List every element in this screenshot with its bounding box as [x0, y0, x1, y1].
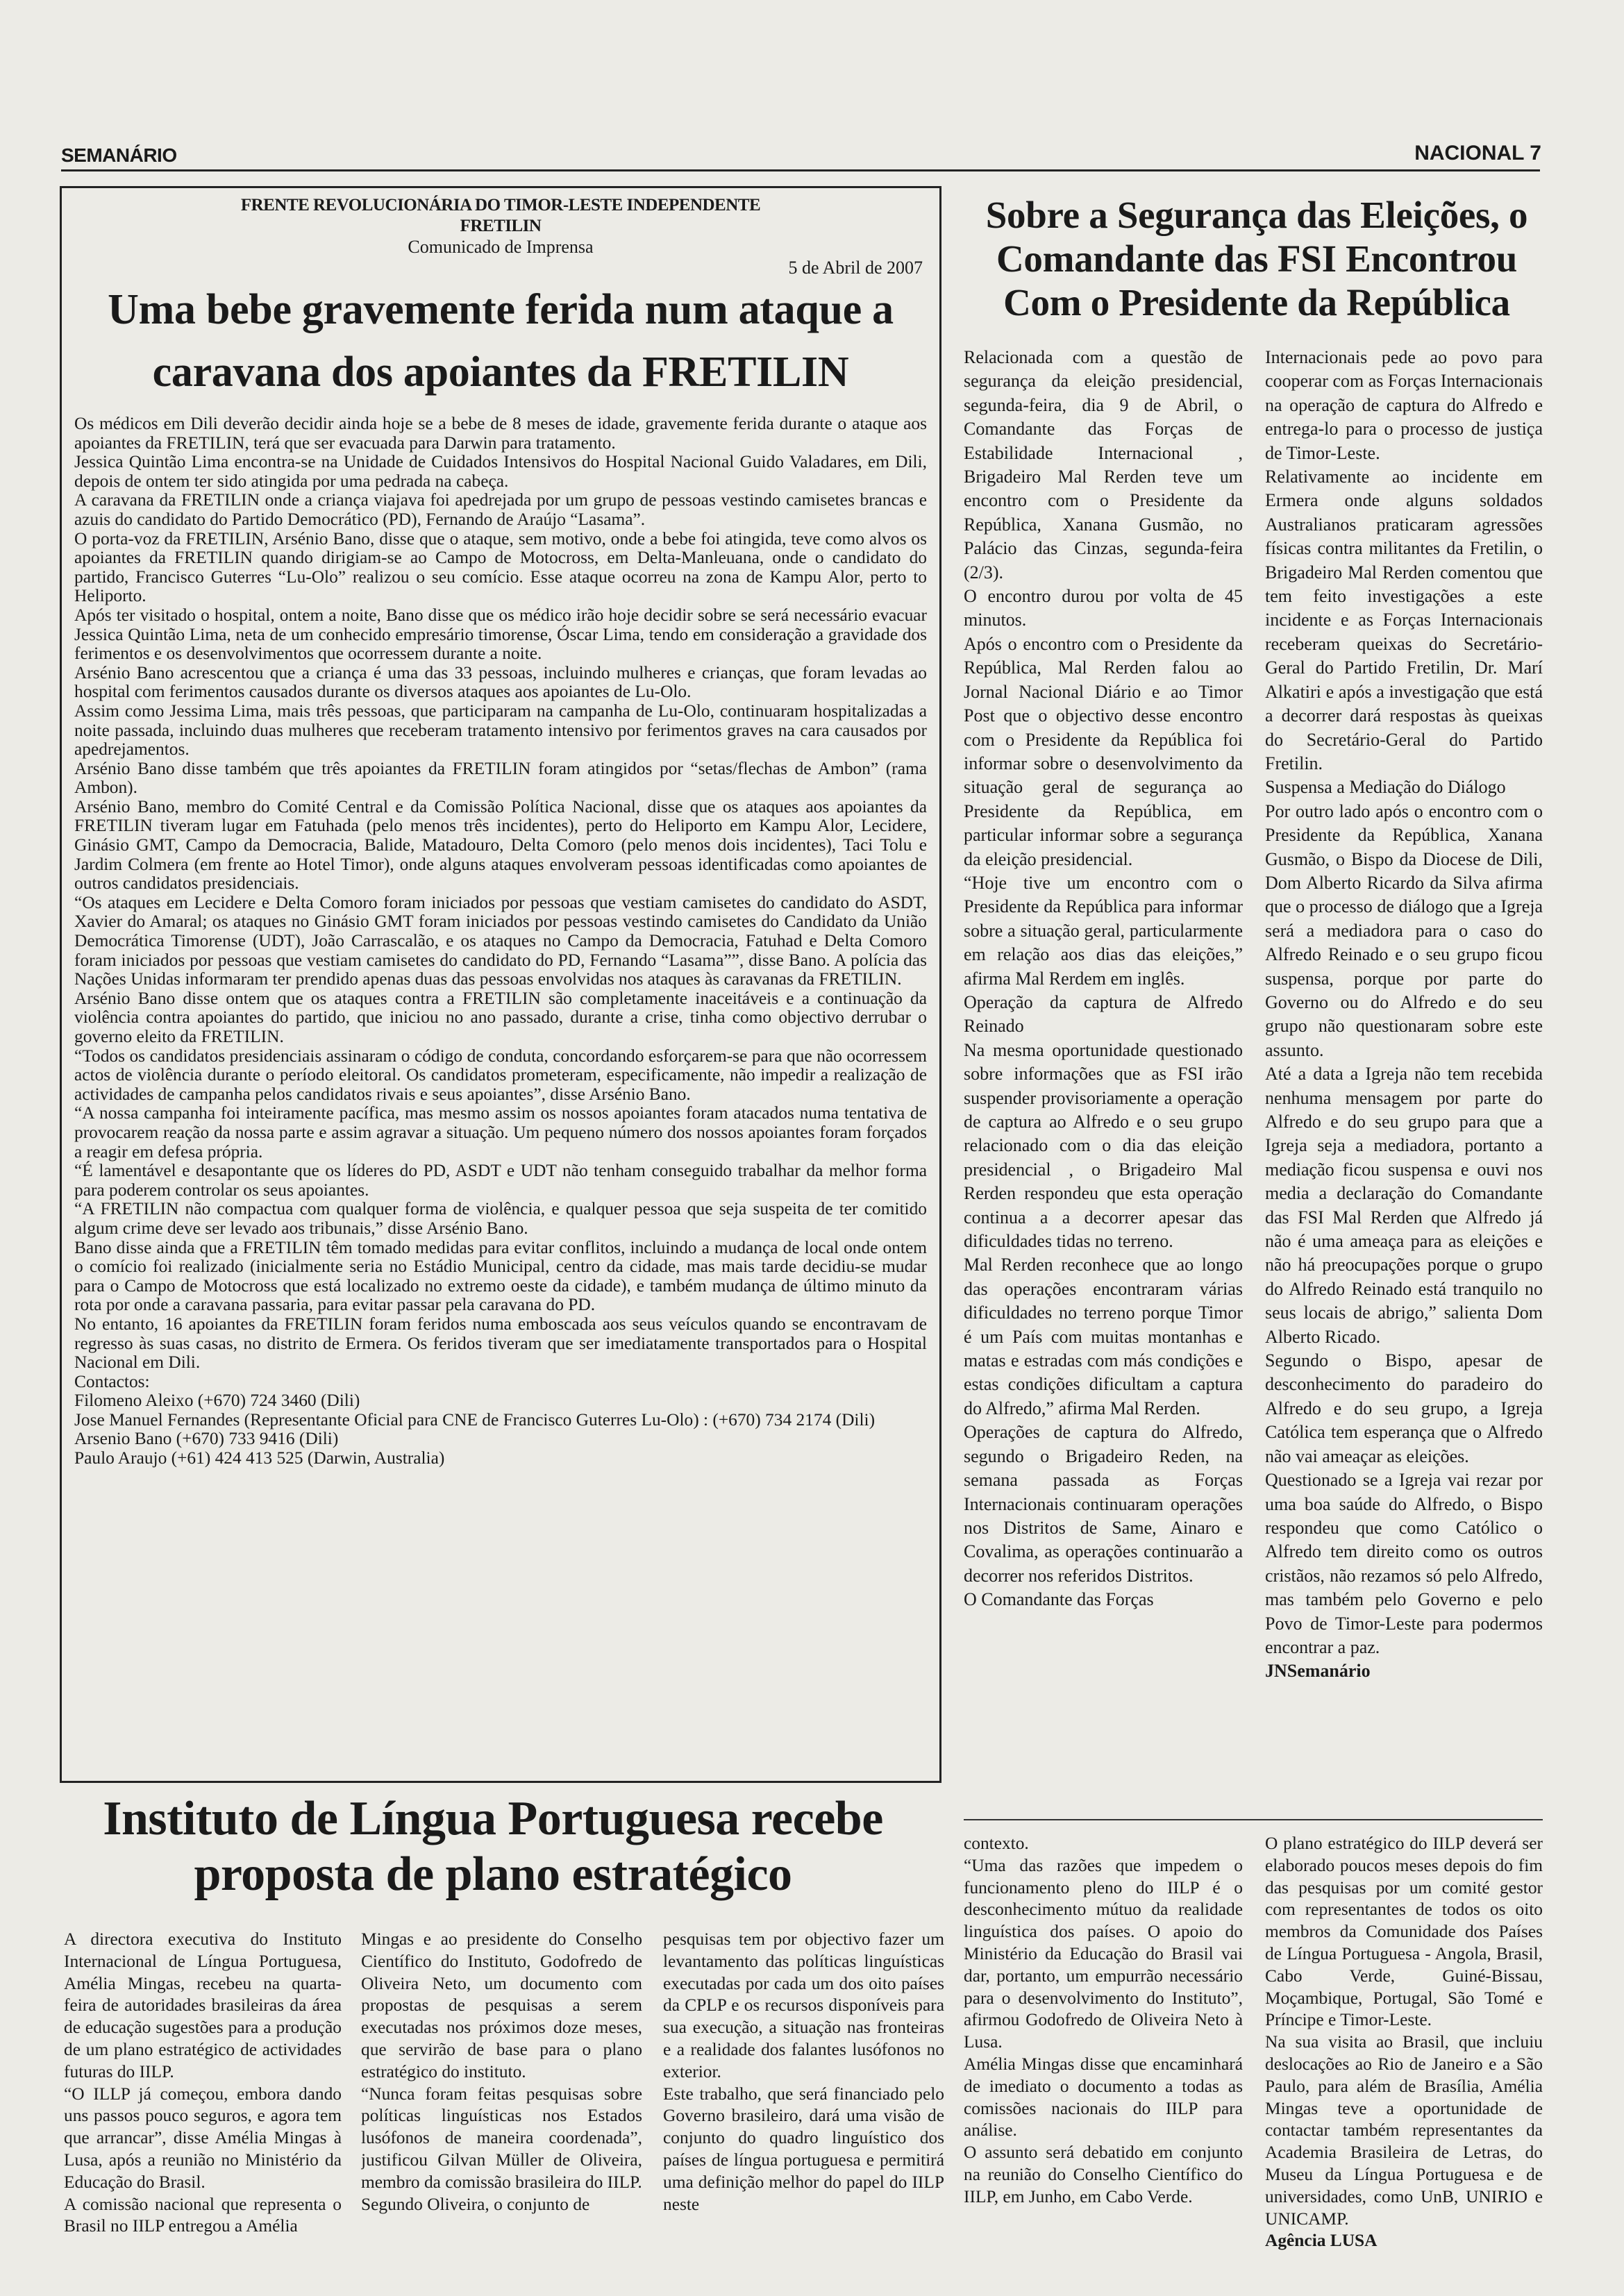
paragraph: O Comandante das Forças: [964, 1589, 1154, 1610]
paragraph: “Nunca foram feitas pesquisas sobre políticas linguísticas nos Estados lusófonos de maneira coordenada”, justificou Gilvan Müller de Oliveira, membro da comissão brasileira do IILP.: [361, 2084, 642, 2192]
paragraph: Este trabalho, que será financiado pelo Governo brasileiro, dará uma visão de conjunto do quadro linguístico dos países de língua portuguesa e permitirá uma definição melhor do papel do IILP neste: [663, 2084, 944, 2214]
paragraph: Após o encontro com o Presidente da República, Mal Rerden falou ao Jornal Nacional Diário e ao Timor Post que o objectivo desse encontro com o Presidente da República foi informar sobre o desenvolvimento da situação geral de segurança ao Presidente da República, em particular informar sobre a segurança da eleição presidencial.: [964, 633, 1243, 869]
paragraph: Por outro lado após o encontro com o Presidente da República, Xanana Gusmão, o Bispo da Diocese de Dili, Dom Alberto Ricardo da Silva afirma que o processo de diálogo que a Igreja será a mediadora para o caso do Alfredo Reinado e o seu grupo ficou suspensa, porque por parte do Governo ou do Alfredo e do seu grupo não questionaram sobre este assunto.: [1265, 801, 1543, 1060]
seguranca-col-2: [1265, 346, 1543, 1791]
fretilin-kind: Comunicado de Imprensa: [408, 237, 594, 257]
paragraph: “A nossa campanha foi inteiramente pacífica, mas mesmo assim os nossos apoiantes foram atacados numa tentativa de provocarem reação da nossa parte e assim agravar a situação. Um pequeno número dos nossos apoiantes foram forçados a reagir em defesa própria.: [74, 1103, 927, 1162]
paragraph: Segundo Oliveira, o conjunto de: [361, 2194, 590, 2214]
seguranca-title: Sobre a Segurança das Eleições, o Comandante das FSI Encontrou Com o Presidente da República: [985, 194, 1528, 324]
section-divider: [964, 1819, 1543, 1820]
paragraph: “Todos os candidatos presidenciais assinaram o código de conduta, concordando esforçarem-se para que não ocorressem actos de violência durante o período eleitoral. Os candidatos prometeram, especificamente, não impedir a realização de actividades de campanha pelos candidatos rivais e seus apoiantes”, disse Arsénio Bano.: [74, 1046, 927, 1104]
paragraph: Segundo o Bispo, apesar de desconhecimento do paradeiro do Alfredo e do seu grupo, a Igreja Católica tem esperança que o Alfredo não vai ameaçar as eleições.: [1265, 1350, 1543, 1466]
paragraph: “Hoje tive um encontro com o Presidente da República para informar sobre a situação geral, particularmente em relação aos dias das eleições,” afirma Mal Rerdem em inglês.: [964, 872, 1243, 989]
ilp-col-1: [64, 1929, 342, 2276]
paragraph: O assunto será debatido em conjunto na reunião do Conselho Científico do IILP, em Junho, em Cabo Verde.: [964, 2143, 1243, 2206]
paragraph: Questionado se a Igreja vai rezar por uma boa saúde do Alfredo, o Bispo respondeu que como Católico o Alfredo tem direito como os outros cristãos, não rezamos só pelo Alfredo, mas também pelo Governo e pelo Povo de Timor-Leste para podermos encontrar a paz.: [1265, 1470, 1543, 1657]
paragraph: Na sua visita ao Brasil, que incluiu deslocações ao Rio de Janeiro e a São Paulo, para além de Brasília, Amélia Mingas teve a oportunidade de contactar também representantes da Academia Brasileira de Letras, do Museu da Língua Portuguesa e de universidades, como UnB, UNIRIO e UNICAMP.: [1265, 2032, 1543, 2229]
paragraph: Internacionais pede ao povo para cooperar com as Forças Internacionais na operação de captura do Alfredo e entrega-lo para o processo de justiça de Timor-Leste.: [1265, 347, 1543, 463]
paragraph: Contactos:: [74, 1371, 150, 1391]
paragraph: No entanto, 16 apoiantes da FRETILIN foram feridos numa emboscada aos seus veículos quando se encontravam de regresso às suas casas, no distrito de Ermera. Os feridos tiveram que ser imediatamente transportados para o Hospital Nacional em Dili.: [74, 1314, 927, 1373]
paragraph: Mingas e ao presidente do Conselho Científico do Instituto, Godofredo de Oliveira Neto, um documento com propostas de pesquisas a serem executadas nos próximos doze meses, que servirão de base para o plano estratégico do instituto.: [361, 1929, 642, 2081]
paragraph: A caravana da FRETILIN onde a criança viajava foi apedrejada por um grupo de pessoas vestindo camisetes brancas e azuis do candidato do Partido Democrático (PD), Fernando de Araújo “Lasama”.: [74, 490, 927, 529]
fretilin-body: [74, 414, 927, 1468]
paragraph: Os médicos em Dili deverão decidir ainda hoje se a bebe de 8 meses de idade, gravemente ferida durante o ataque aos apoiantes da FRETILIN, terá que ser evacuada para Darwin para tratamento.: [74, 414, 927, 453]
seguranca-col-1: [964, 346, 1243, 1791]
fretilin-org: FRENTE REVOLUCIONÁRIA DO TIMOR-LESTE INDEPENDENTE: [240, 196, 761, 215]
fretilin-headline: Uma bebe gravemente ferida num ataque a caravana dos apoiantes da FRETILIN: [108, 286, 894, 396]
paragraph: O encontro durou por volta de 45 minutos.: [964, 586, 1243, 630]
paragraph: “Uma das razões que impedem o funcionamento pleno do IILP é o desconhecimento mútuo da realidade linguística dos países. O apoio do Ministério da Educação do Brasil vai dar, portanto, um empurrão necessário para o desenvolvimento do Instituto”, afirmou Godofredo de Oliveira Neto à Lusa.: [964, 1855, 1243, 2052]
fretilin-press-release: [60, 186, 941, 1783]
paragraph: Após ter visitado o hospital, ontem a noite, Bano disse que os médico irão hoje decidir sobre se será necessário evacuar Jessica Quintão Lima, neta de um conhecido empresário timorense, Óscar Lima, tendo em consideração a gravidade dos ferimentos e os desenvolvimentos que ocorressem durante a noite.: [74, 605, 927, 664]
paragraph: Operação da captura de Alfredo Reinado: [964, 991, 1243, 1037]
paragraph: Arsénio Bano disse ontem que os ataques contra a FRETILIN são completamente inaceitáveis e a continuação da violência contra apoiantes do partido, que iniciou no ano passado, durante a crise, tinha como objectivo derrubar o governo eleito da FRETILIN.: [74, 988, 927, 1046]
paragraph: O plano estratégico do IILP deverá ser elaborado poucos meses depois do fim das pesquisas por um comité gestor com representantes de todos os oito membros da Comunidade dos Países de Língua Portuguesa - Angola, Brasil, Cabo Verde, Guiné-Bissau, Moçambique, Portugal, São Tomé e Príncipe e Timor-Leste.: [1265, 1834, 1543, 2030]
paragraph: Filomeno Aleixo (+670) 724 3460 (Dili): [74, 1391, 360, 1411]
paragraph: Operações de captura do Alfredo, segundo o Brigadeiro Reden, na semana passada as Forças Internacionais continuaram operações nos Distritos de Same, Ainaro e Covalima, as operações continuarão a decorrer nos referidos Distritos.: [964, 1422, 1243, 1586]
paragraph: “O ILLP já começou, embora dando uns passos pouco seguros, e agora tem que arrancar”, disse Amélia Mingas à Lusa, após a reunião no Ministério da Educação do Brasil.: [64, 2084, 342, 2192]
masthead-paper: SEMANÁRIO: [61, 144, 177, 166]
paragraph: A comissão nacional que representa o Brasil no IILP entregou a Amélia: [64, 2194, 342, 2236]
paragraph: pesquisas tem por objectivo fazer um levantamento das políticas linguísticas executadas por cada um dos oito países da CPLP e os recursos disponíveis para sua execução, a situação nas fronteiras e a realidade dos falantes lusófonos no exterior.: [663, 1929, 944, 2081]
paragraph: Agência LUSA: [1265, 2231, 1378, 2251]
paragraph: Amélia Mingas disse que encaminhará de imediato o documento a todas as comissões nacionais do IILP para análise.: [964, 2054, 1243, 2140]
paragraph: “A FRETILIN não compactua com qualquer forma de violência, e qualquer pessoa que seja suspeita de ter comitido algum crime deve ser levado aos tribunais,” disse Arsénio Bano.: [74, 1199, 927, 1238]
paragraph: Assim como Jessima Lima, mais três pessoas, que participaram na campanha de Lu-Olo, continuaram hospitalizadas a noite passada, incluindo duas mulheres que receberam tratamento intensivo por ferimentos graves na cara causados por apedrejamentos.: [74, 701, 927, 760]
paragraph: A directora executiva do Instituto Internacional de Língua Portuguesa, Amélia Mingas, recebeu na quarta-feira de autoridades brasileiras da área de educação sugestões para a produção de um plano estratégico de actividades futuras do IILP.: [64, 1929, 342, 2081]
paragraph: “É lamentável e desapontante que os líderes do PD, ASDT e UDT não tenham conseguido trabalhar da melhor forma para poderem controlar os seus apoiantes.: [74, 1161, 927, 1200]
paragraph: Arsénio Bano, membro do Comité Central e da Comissão Política Nacional, disse que os ataques aos apoiantes da FRETILIN tiveram lugar em Fatuhada (pelo menos três incidentes), perto do Heliporto em Kampu Alor, Lecidere, Ginásio GMT, Campo da Democracia, Balide, Matadouro, Delta Comoro (pelo menos dois incidentes), Taci Tolu e Jardim Colmera (em frente ao Hotel Timor), onde alguns ataques envolveram pessoas identificadas como apoiantes de outros candidatos presidenciais.: [74, 796, 927, 894]
paragraph: O porta-voz da FRETILIN, Arsénio Bano, disse que o ataque, sem motivo, onde a bebe foi atingida, teve como alvos os apoiantes da FRETILIN quando dirigiam-se ao Campo de Motocross, em Delta-Manleuana, onde o candidato do partido, Francisco Guterres “Lu-Olo” realizou o seu comício. Esse ataque ocorreu na zona de Kampu Alor, perto to Heliporto.: [74, 528, 927, 606]
fretilin-date: 5 de Abril de 2007: [788, 258, 923, 278]
paragraph: Jessica Quintão Lima encontra-se na Unidade de Cuidados Intensivos do Hospital Nacional Guido Valadares, em Dili, depois de ontem ter sido atingida por uma pedrada na cabeça.: [74, 452, 927, 491]
paragraph: Jose Manuel Fernandes (Representante Oficial para CNE de Francisco Guterres Lu-Olo) : (+670) 734 2174 (Dili): [74, 1409, 876, 1430]
masthead-rule: [61, 169, 1540, 171]
paragraph: Paulo Araujo (+61) 424 413 525 (Darwin, Australia): [74, 1448, 445, 1468]
ilp-col-2: [361, 1929, 642, 2276]
paragraph: Suspensa a Mediação do Diálogo: [1265, 777, 1506, 798]
paragraph: Até a data a Igreja não tem recebida nenhuma mensagem por parte do Alfredo e do seu grupo para que a Igreja seja a mediadora, portanto a mediação ficou suspensa e ouvi nos media a declaração do Comandante das FSI Mal Rerden que Alfredo já não é uma ameaça para as eleições e não há preocupações porque o grupo do Alfredo Reinado está tranquilo no seus locais de abrigo,” salienta Dom Alberto Ricado.: [1265, 1064, 1543, 1347]
fretilin-org-short: FRETILIN: [460, 217, 542, 235]
paragraph: Relativamente ao incidente em Ermera onde alguns soldados Australianos praticaram agressões físicas contra militantes da Fretilin, o Brigadeiro Mal Rerden comentou que tem feito investigações a este incidente e as Forças Internacionais receberam queixas do Secretário-Geral do Partido Fretilin, Dr. Marí Alkatiri e após a investigação que está a decorrer dará respostas às queixas do Secretário-Geral do Partido Fretilin.: [1265, 467, 1543, 773]
paragraph: Arsenio Bano (+670) 733 9416 (Dili): [74, 1429, 339, 1449]
ilp-col-4: [964, 1833, 1243, 2277]
paragraph: Arsénio Bano acrescentou que a criança é uma das 33 pessoas, incluindo mulheres e crianças, que foram levadas ao hospital com ferimentos causados durante os diversos ataques aos apoiantes de Lu-Olo.: [74, 662, 927, 702]
paragraph: contexto.: [964, 1834, 1029, 1853]
paragraph: “Os ataques em Lecidere e Delta Comoro foram iniciados por pessoas que vestiam camisetes do candidato do ASDT, Xavier do Amaral; os ataques no Ginásio GMT foram iniciados por pessoas vestindo camisetes do Candidato da União Democrática Timorense (UDT), João Carrascalão, e os ataques no Campo da Democracia, Fatuhad e Delta Comoro foram iniciados por pessoas que vestiam camisetes do candidato do PD, Fernando “Lasama””, disse Bano. A polícia das Nações Unidas informaram ter prendido apenas duas das pessoas envolvidas nos ataques às caravanas da FRETILIN.: [74, 892, 927, 989]
ilp-col-3: [663, 1929, 944, 2276]
ilp-col-5: [1265, 1833, 1543, 2277]
ilp-title: Instituto de Língua Portuguesa recebe proposta de plano estratégico: [103, 1792, 883, 1901]
masthead-section: NACIONAL 7: [1414, 142, 1541, 165]
paragraph: Bano disse ainda que a FRETILIN têm tomado medidas para evitar conflitos, incluindo a mudança de local onde ontem o comício foi realizado (inicialmente seria no Estádio Municipal, centro da cidade, mas mais tarde decidiu-se mudar para o Campo de Motocross que está localizado no extremo oeste da cidade), e também mudança de último minuto da rota por onde a caravana passaria, para evitar passar pela caravana do PD.: [74, 1237, 927, 1315]
paragraph: Arsénio Bano disse também que três apoiantes da FRETILIN foram atingidos por “setas/flechas de Ambon” (rama Ambon).: [74, 758, 927, 798]
paragraph: Na mesma oportunidade questionado sobre informações que as FSI irão suspender provisoriamente a operação de captura ao Alfredo e o seu grupo relacionado com o dia das eleição presidencial , o Brigadeiro Mal Rerden respondeu que esta operação continua a a decorrer apesar das dificuldades tidas no terreno.: [964, 1039, 1243, 1252]
paragraph: Mal Rerden reconhece que ao longo das operações encontraram várias dificuldades no terreno porque Timor é um País com muitas montanhas e matas e estradas com más condições e estas condições dificultam a captura do Alfredo,” afirma Mal Rerden.: [964, 1255, 1243, 1418]
paragraph: Relacionada com a questão de segurança da eleição presidencial, segunda-feira, dia 9 de Abril, o Comandante das Forças de Estabilidade Internacional , Brigadeiro Mal Rerden teve um encontro com o Presidente da República, Xanana Gusmão, no Palácio das Cinzas, segunda-feira (2/3).: [964, 347, 1243, 583]
paragraph: JNSemanário: [1265, 1661, 1371, 1682]
